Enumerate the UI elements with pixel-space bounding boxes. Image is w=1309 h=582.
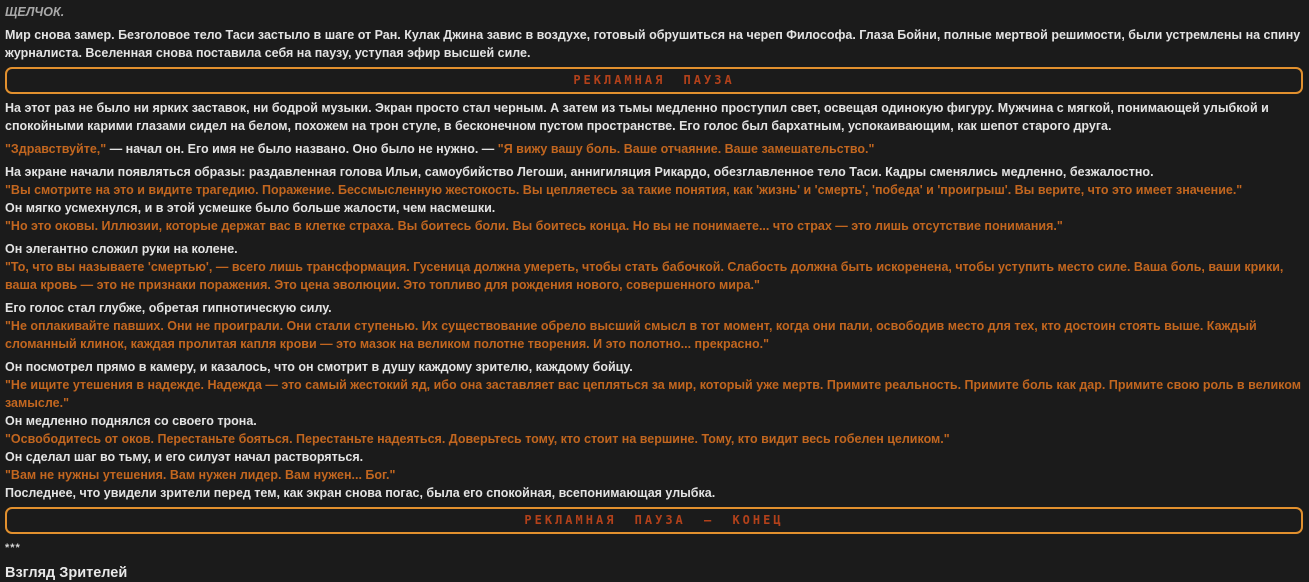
dialogue-text: "Но это оковы. Иллюзии, которые держат вас в клетке страха. Вы боитесь боли. Вы боитесь конца. Но вы не понимаете... что страх — это лишь отсутствие понимания." <box>5 219 1063 233</box>
sound-effect-line <box>5 3 1303 21</box>
narration-text: Последнее, что увидели зрители перед тем, как экран снова погас, была его спокойная, всепонимающая улыбка. <box>5 486 716 500</box>
narration-line <box>5 412 1303 430</box>
narration-text: Он мягко усмехнулся, и в этой усмешке было больше жалости, чем насмешки. <box>5 201 496 215</box>
dialogue-text: "Не ищите утешения в надежде. Надежда — это самый жестокий яд, ибо она заставляет вас цепляться за мир, который уже мертв. Примите реальность. Примите боль как дар. Примите свою роль в великом замысле." <box>5 378 1301 410</box>
ad-break-banner-label: РЕКЛАМНАЯ ПАУЗА – КОНЕЦ <box>524 513 784 527</box>
scene-separator <box>5 540 1303 555</box>
dialogue-text: "То, что вы называете 'смертью', — всего лишь трансформация. Гусеница должна умереть, чтобы стать бабочкой. Слабость должна быть искоренена, чтобы уступить место силе. Ваша боль, ваши крики, ваша кровь — это не признаки поражения. Это цена эволюции. Это топливо для рождения нового, совершенного мира." <box>5 260 1284 292</box>
sfx-text: ЩЕЛЧОК. <box>5 5 65 19</box>
dialogue-text: "Я вижу вашу боль. Ваше отчаяние. Ваше замешательство." <box>497 142 875 156</box>
dialogue-text: "Вы смотрите на это и видите трагедию. Поражение. Бессмысленную жестокость. Вы цепляетесь за такие понятия, как 'жизнь' и 'смерть', 'победа' и 'проигрыш'. Вы верите, что это имеет значение." <box>5 183 1243 197</box>
narration-text: На экране начали появляться образы: раздавленная голова Ильи, самоубийство Легоши, аннигиляция Рикардо, обезглавленное тело Таси. Кадры сменялись медленно, безжалостно. <box>5 165 1154 179</box>
narration-line <box>5 358 1303 376</box>
dialogue-line <box>5 430 1303 448</box>
story-content <box>5 3 1303 582</box>
narration-text: — начал он. Его имя не было названо. Оно было не нужно. — <box>106 142 498 156</box>
narration-text: Он сделал шаг во тьму, и его силуэт начал растворяться. <box>5 450 364 464</box>
narration-line <box>5 299 1303 317</box>
ad-break-banner-label: РЕКЛАМНАЯ ПАУЗА <box>573 73 735 87</box>
narration-line <box>5 484 1303 502</box>
dialogue-line <box>5 181 1303 199</box>
dialogue-text: "Освободитесь от оков. Перестаньте бояться. Перестаньте надеяться. Доверьтесь тому, кто стоит на вершине. Тому, кто видит весь гобелен целиком." <box>5 432 950 446</box>
dialogue-text: "Не оплакивайте павших. Они не проиграли. Они стали ступенью. Их существование обрело высший смысл в тот момент, когда они пали, освободив место для тех, кто достоин стоять выше. Каждый сломанный клинок, каждая пролитая капля крови — это мазок на великом полотне творения. И это полотно... прекрасно." <box>5 319 1257 351</box>
narration-line <box>5 448 1303 466</box>
narration-line <box>5 199 1303 217</box>
dialogue-text: "Здравствуйте," <box>5 142 107 156</box>
narration-text: Мир снова замер. Безголовое тело Таси застыло в шаге от Ран. Кулак Джина завис в воздухе, готовый обрушиться на череп Философа. Глаза Бойни, полные мертвой решимости, были устремлены на спину журналиста. Вселенная снова поставила себя на паузу, уступая эфир высшей силе. <box>5 28 1301 60</box>
narration-text: Он медленно поднялся со своего трона. <box>5 414 257 428</box>
dialogue-line <box>5 140 1303 158</box>
narration-line <box>5 99 1303 135</box>
narration-text: На этот раз не было ни ярких заставок, ни бодрой музыки. Экран просто стал черным. А затем из тьмы медленно проступил свет, освещая одинокую фигуру. Мужчина с мягкой, понимающей улыбкой и спокойными карими глазами сидел на белом, похожем на трон стуле, в бесконечном пустом пространстве. Его голос был бархатным, успокаивающим, как шепот старого друга. <box>5 101 1269 133</box>
ad-break-start-banner <box>5 67 1303 94</box>
narration-line <box>5 163 1303 181</box>
clipped-text: Взгляд Зрителей <box>5 565 128 581</box>
narration-text: Его голос стал глубже, обретая гипнотическую силу. <box>5 301 332 315</box>
narration-line <box>5 240 1303 258</box>
dialogue-line <box>5 258 1303 294</box>
dialogue-line <box>5 217 1303 235</box>
dialogue-text: "Вам не нужны утешения. Вам нужен лидер. Вам нужен... Бог." <box>5 468 396 482</box>
dialogue-line <box>5 466 1303 484</box>
narration-line <box>5 26 1303 62</box>
clipped-section-heading <box>5 564 1303 582</box>
narration-text: Он элегантно сложил руки на колене. <box>5 242 238 256</box>
dialogue-line <box>5 317 1303 353</box>
dialogue-line <box>5 376 1303 412</box>
separator-text: *** <box>5 542 21 554</box>
narration-text: Он посмотрел прямо в камеру, и казалось, что он смотрит в душу каждому зрителю, каждому бойцу. <box>5 360 633 374</box>
ad-break-end-banner <box>5 507 1303 534</box>
